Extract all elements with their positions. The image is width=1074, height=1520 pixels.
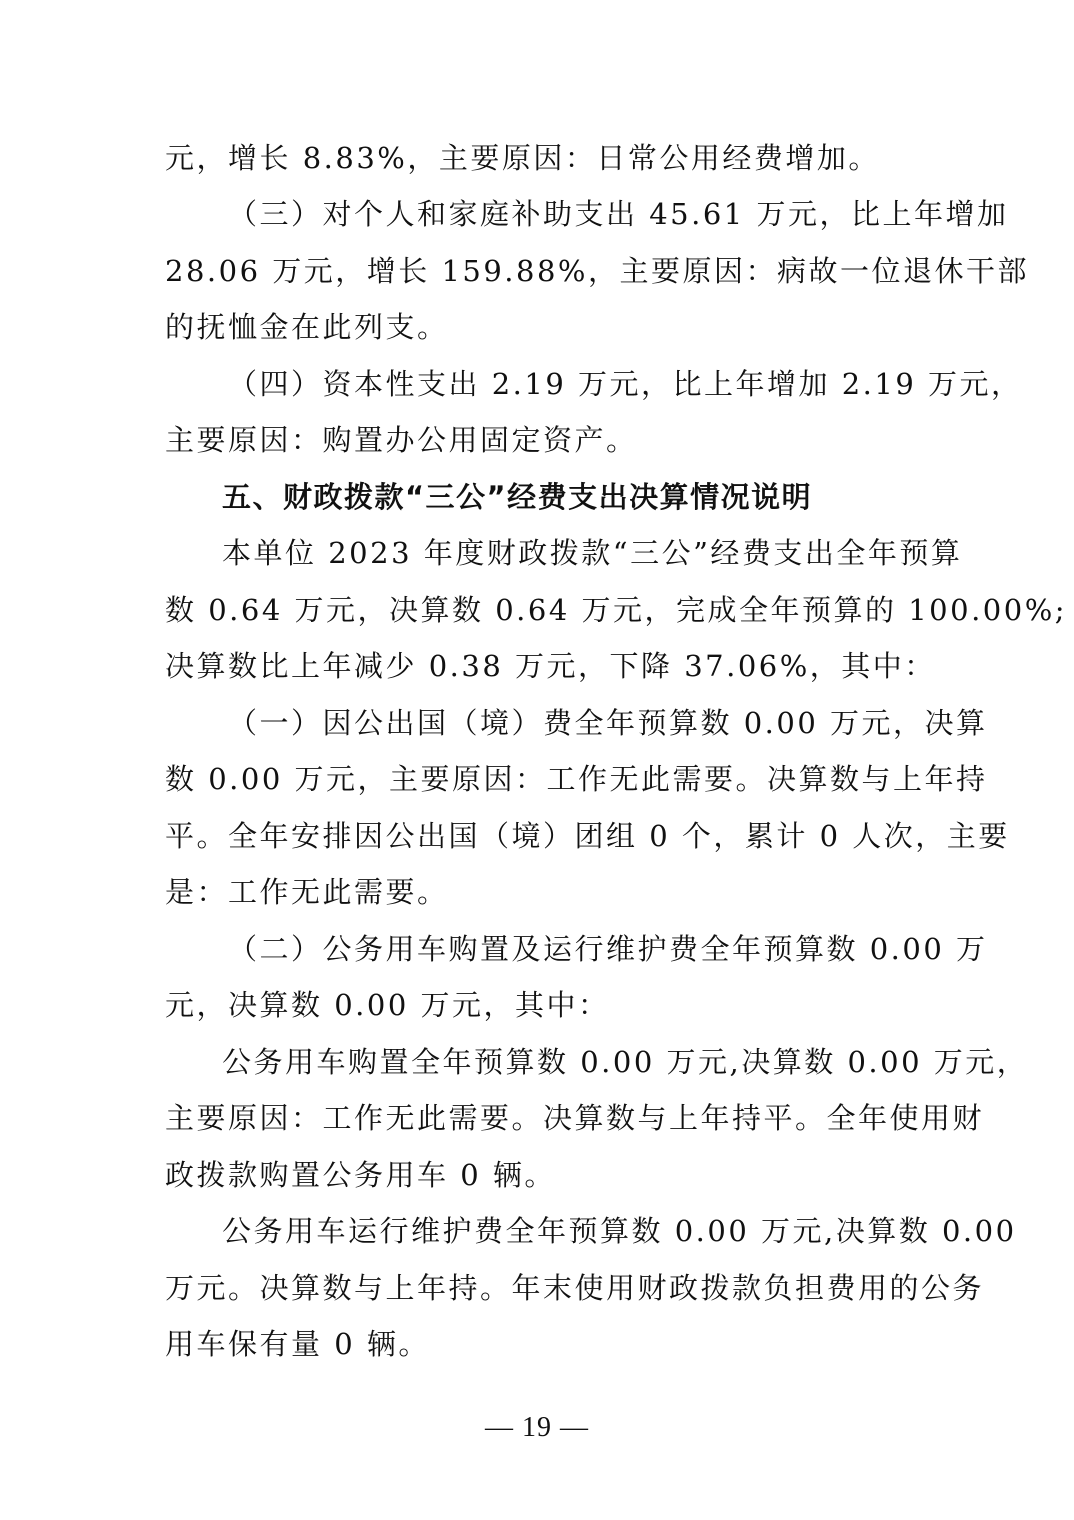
body-line: 政拨款购置公务用车 0 辆。 bbox=[165, 1158, 556, 1192]
body-line: 是：工作无此需要。 bbox=[165, 875, 449, 909]
body-line: （四）资本性支出 2.19 万元，比上年增加 2.19 万元， bbox=[228, 367, 1023, 401]
body-line: （三）对个人和家庭补助支出 45.61 万元，比上年增加 bbox=[228, 197, 1009, 231]
body-line: 元，增长 8.83%，主要原因：日常公用经费增加。 bbox=[165, 141, 880, 175]
page-number: — 19 — bbox=[485, 1412, 589, 1443]
body-line: （二）公务用车购置及运行维护费全年预算数 0.00 万 bbox=[228, 932, 988, 966]
body-line: 主要原因：购置办公用固定资产。 bbox=[165, 423, 638, 457]
body-line: 元，决算数 0.00 万元，其中： bbox=[165, 988, 610, 1022]
body-line: 公务用车运行维护费全年预算数 0.00 万元,决算数 0.00 bbox=[222, 1214, 1017, 1248]
body-line: 的抚恤金在此列支。 bbox=[165, 310, 449, 344]
body-line: 本单位 2023 年度财政拨款“三公”经费支出全年预算 bbox=[222, 536, 963, 570]
section-heading: 五、财政拨款“三公”经费支出决算情况说明 bbox=[222, 480, 813, 514]
body-line: 主要原因：工作无此需要。决算数与上年持平。全年使用财 bbox=[165, 1101, 985, 1135]
body-line: 数 0.64 万元，决算数 0.64 万元，完成全年预算的 100.00%; bbox=[165, 593, 1068, 627]
body-line: 用车保有量 0 辆。 bbox=[165, 1327, 430, 1361]
body-line: （一）因公出国（境）费全年预算数 0.00 万元，决算 bbox=[228, 706, 988, 740]
body-line: 平。全年安排因公出国（境）团组 0 个，累计 0 人次，主要 bbox=[165, 819, 1010, 853]
body-line: 28.06 万元，增长 159.88%，主要原因：病故一位退休干部 bbox=[165, 254, 1029, 288]
body-line: 公务用车购置全年预算数 0.00 万元,决算数 0.00 万元， bbox=[222, 1045, 1029, 1079]
body-line: 决算数比上年减少 0.38 万元，下降 37.06%，其中： bbox=[165, 649, 936, 683]
body-line: 万元。决算数与上年持。年末使用财政拨款负担费用的公务 bbox=[165, 1271, 985, 1305]
body-line: 数 0.00 万元，主要原因：工作无此需要。决算数与上年持 bbox=[165, 762, 988, 796]
